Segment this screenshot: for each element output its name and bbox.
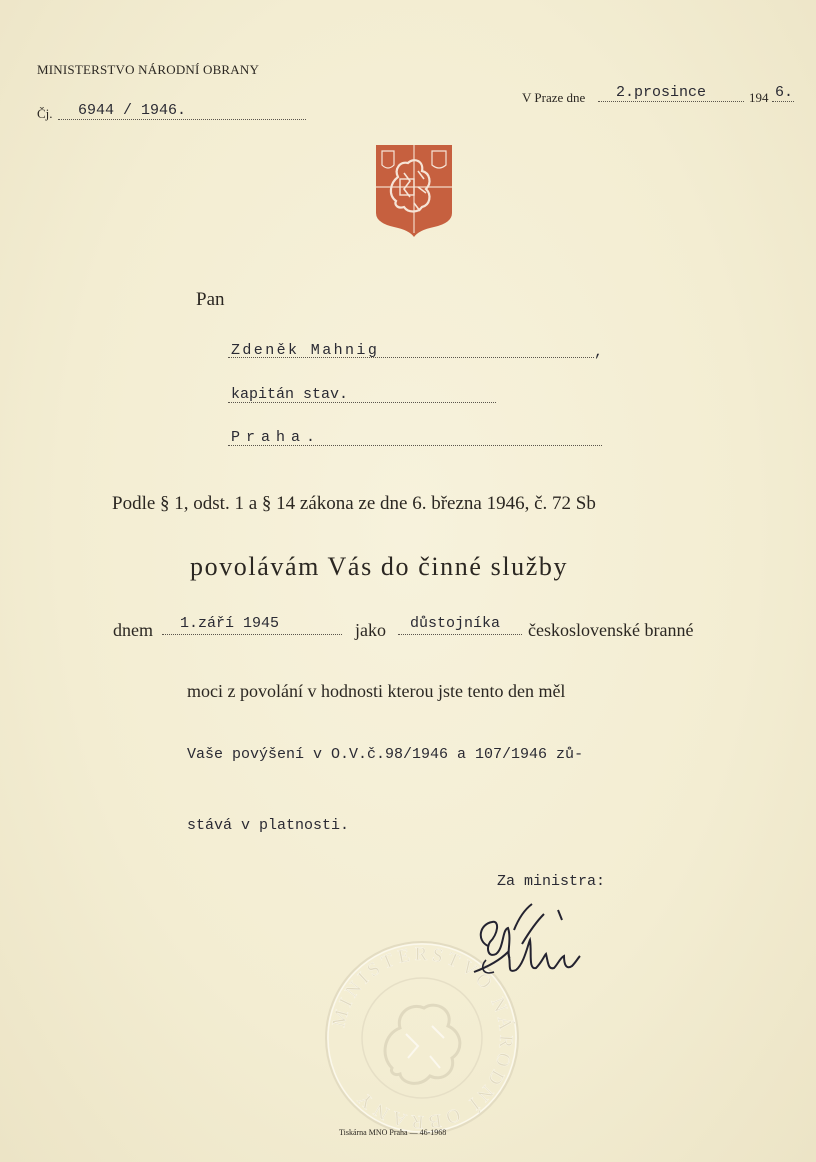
coat-of-arms-icon xyxy=(374,143,454,238)
year-suffix: 6. xyxy=(775,84,794,101)
recipient-city: Praha. xyxy=(231,429,322,446)
signature-icon xyxy=(466,900,584,982)
seal-text: MINISTERSTVO NÁRODNÍ OBRANY xyxy=(328,943,517,1133)
ref-underline xyxy=(58,119,306,120)
name-comma: , xyxy=(594,344,604,361)
typed-line2: stává v platnosti. xyxy=(187,817,350,834)
recipient-name-text: Zdeněk Mahnig xyxy=(231,342,380,359)
headline: povolávám Vás do činné služby xyxy=(190,552,569,581)
dnem-label: dnem xyxy=(113,620,153,640)
dnem-underline xyxy=(162,634,342,635)
ministry-header: MINISTERSTVO NÁRODNÍ OBRANY xyxy=(37,62,260,77)
recipient-rank: kapitán stav. xyxy=(231,386,349,403)
name-underline xyxy=(228,357,594,358)
jako-underline xyxy=(398,634,522,635)
year-prefix: 194 xyxy=(749,90,769,105)
typed-line1: Vaše povýšení v O.V.č.98/1946 a 107/1946 zů- xyxy=(187,746,584,763)
ref-label: Čj. xyxy=(37,106,53,121)
city-underline xyxy=(228,445,602,446)
branch-text: československé branné xyxy=(528,620,694,640)
jako-label: jako xyxy=(355,620,386,640)
rank-underline xyxy=(228,402,496,403)
ref-number: 6944 / 1946. xyxy=(78,102,187,119)
dnem-value: 1.září 1945 xyxy=(180,615,280,632)
legal-basis: Podle § 1, odst. 1 a § 14 zákona ze dne 6. března 1946, č. 72 Sb xyxy=(112,493,596,514)
jako-value: důstojníka xyxy=(410,615,501,632)
signoff-label: Za ministra: xyxy=(497,873,606,890)
date-underline xyxy=(598,101,744,102)
date-label: V Praze dne xyxy=(522,90,586,105)
year-underline xyxy=(772,101,794,102)
date-value: 2.prosince xyxy=(616,84,707,101)
salutation: Pan xyxy=(196,289,225,310)
body-line2: moci z povolání v hodnosti kterou jste tento den měl xyxy=(187,681,566,701)
printer-footer: Tiskárna MNO Praha — 46-1968 xyxy=(339,1128,447,1137)
